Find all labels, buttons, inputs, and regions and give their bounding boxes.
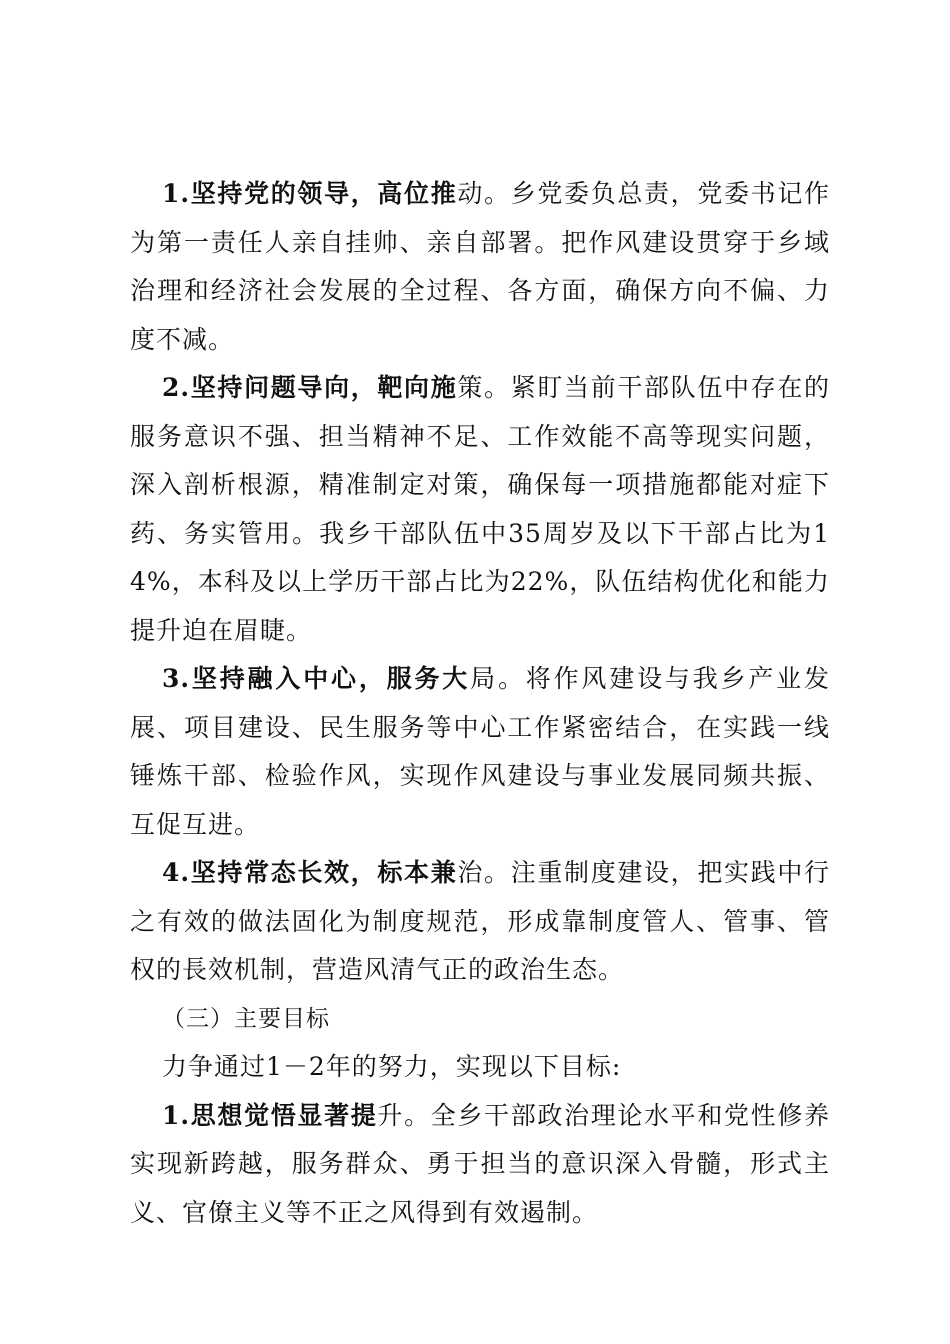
principle-3-lead: 3.坚持融入中心，服务大	[162, 664, 471, 693]
section-heading-main-goals: （三）主要目标	[162, 1005, 330, 1032]
principle-2-body: 策。紧盯当前干部队伍中存在的服务意识不强、担当精神不足、工作效能不高等现实问题，深入剖析根源，精准制定对策，确保每一项措施都能对症下药、务实管用。我乡干部队伍中35周岁及以下干部占比为14%，本科及以上学历干部占比为22%，队伍结构优化和能力提升迫在眉睫。	[130, 373, 830, 645]
principle-3-body: 局。将作风建设与我乡产业发展、项目建设、民生服务等中心工作紧密结合，在实践一线锤炼干部、检验作风，实现作风建设与事业发展同频共振、互促互进。	[130, 664, 830, 839]
principle-4-body: 治。注重制度建设，把实践中行之有效的做法固化为制度规范，形成靠制度管人、管事、管权的長效机制，营造风清气正的政治生态。	[130, 858, 830, 984]
principle-2-lead: 2.坚持问题导向，靶向施	[162, 373, 458, 402]
principle-paragraph-4	[130, 849, 830, 995]
document-body	[130, 170, 830, 1237]
goals-intro: 力争通过1－2年的努力，实现以下目标:	[162, 1052, 622, 1081]
principle-paragraph-1	[130, 170, 830, 364]
goal-1-lead: 1.思想觉悟显著提	[162, 1100, 378, 1130]
goal-1-body: 升。全乡干部政治理论水平和党性修养实现新跨越，服务群众、勇于担当的意识深入骨髓，形式主义、官僚主义等不正之风得到有效遏制。	[130, 1100, 830, 1227]
goal-paragraph-1	[130, 1092, 830, 1238]
principle-paragraph-2	[130, 364, 830, 655]
principle-1-lead: 1.坚持党的领导，高位推	[162, 179, 458, 208]
principle-1-body: 动。乡党委负总责，党委书记作为第一责任人亲自挂帅、亲自部署。把作风建设贯穿于乡域治理和经济社会发展的全过程、各方面，确保方向不偏、力度不减。	[130, 179, 830, 354]
principle-4-lead: 4.坚持常态长效，标本兼	[162, 858, 458, 887]
principle-paragraph-3	[130, 655, 830, 849]
